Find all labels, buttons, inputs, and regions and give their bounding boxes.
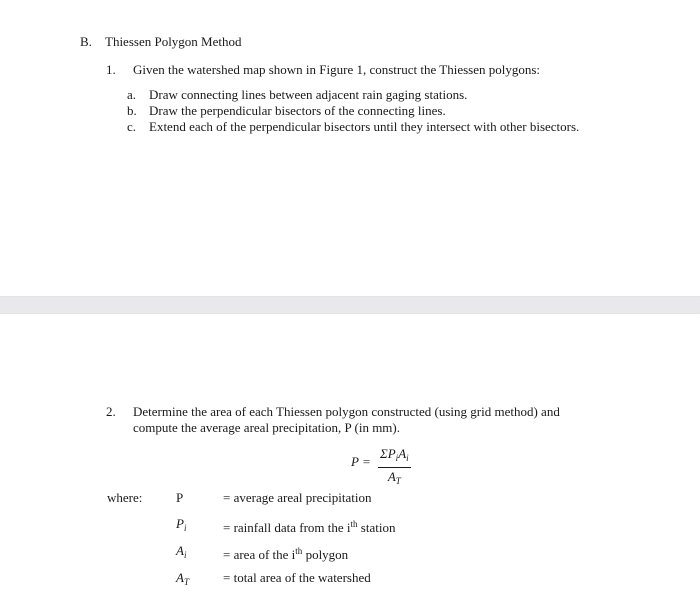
step-c-text: Extend each of the perpendicular bisectors until they intersect with other bisectors. [149,119,580,134]
desc-pi: = rainfall data from the $i^{th}$ station [223,519,396,535]
q2-number: 2. [106,404,116,419]
symbol-p: P [176,490,184,505]
desc-at: = total area of the watershed [223,570,371,585]
step-b-text: Draw the perpendicular bisectors of the connecting lines. [149,103,446,118]
section-letter: B. [80,34,92,49]
page-2 [0,314,700,595]
symbol-at: $A_T$ [176,570,189,587]
page-1 [0,0,700,296]
step-a-letter: a. [127,87,137,102]
q1-number: 1. [106,62,116,77]
formula-lhs: P = [351,454,371,469]
symbol-pi: $P_i$ [176,516,187,533]
q1-text: Given the watershed map shown in Figure 1, construct the Thiessen polygons: [133,62,541,77]
desc-ai: = area of the $i^{th}$ polygon [223,546,349,562]
formula-fraction [378,446,411,489]
formula-denominator: $A_T$ [387,469,401,486]
q2-line-1: Determine the area of each Thiessen polygon constructed (using grid method) and [133,404,560,419]
step-c-letter: c. [127,119,137,134]
step-a-text: Draw connecting lines between adjacent rain gaging stations. [149,87,468,102]
q2-line-2: compute the average areal precipitation, P (in mm). [133,420,400,435]
step-b-letter: b. [127,103,137,118]
desc-p: = average areal precipitation [223,490,372,505]
symbol-ai: $A_i$ [176,543,187,560]
formula-numerator: $\Sigma P_iA_i$ [378,446,411,468]
where-label: where: [107,490,143,505]
section-title: Thiessen Polygon Method [105,34,242,49]
